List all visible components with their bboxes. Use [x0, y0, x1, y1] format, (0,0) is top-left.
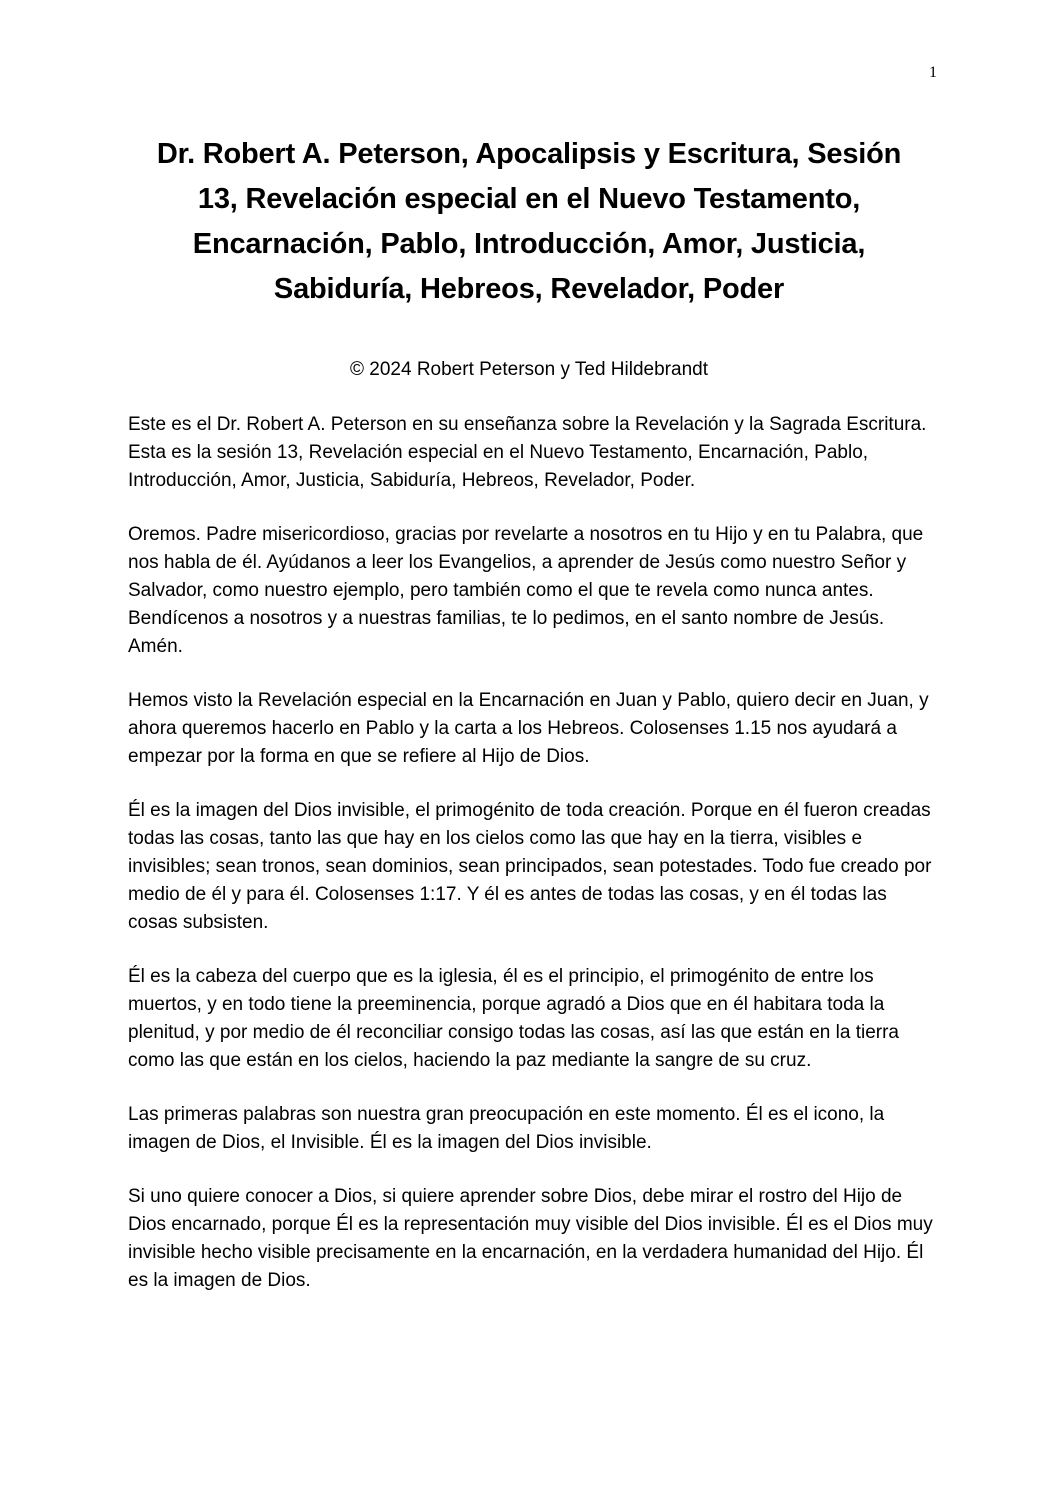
paragraph-colossians-quote-1: Él es la imagen del Dios invisible, el primogénito de toda creación. Porque en él fueron creadas todas las cosas, tanto las que hay en los cielos como las que hay en la tierra, visibles e invisibles; sean tronos, sean dominios, sean principados, sean potestades. Todo fue creado por medio de él y para él. Colosenses 1:17. Y él es antes de todas las cosas, y en él todas las cosas subsisten. — [128, 800, 932, 933]
paragraph-know-god: Si uno quiere conocer a Dios, si quiere aprender sobre Dios, debe mirar el rostro del Hijo de Dios encarnado, porque Él es la representación muy visible del Dios invisible. Él es el Dios muy invisible hecho visible precisamente en la encarnación, en la verdadera humanidad del Hijo. Él es la imagen de Dios. — [128, 1186, 933, 1291]
paragraph-colossians-quote-2: Él es la cabeza del cuerpo que es la iglesia, él es el principio, el primogénito de entre los muertos, y en todo tiene la preeminencia, porque agradó a Dios que en él habitara toda la plenitud, y por medio de él reconciliar consigo todas las cosas, así las que están en la tierra como las que están en los cielos, haciendo la paz mediante la sangre de su cruz. — [128, 966, 899, 1071]
document-title: Dr. Robert A. Peterson, Apocalipsis y Escritura, Sesión 13, Revelación especial en el Nuevo Testamento, Encarnación, Pablo, Introducción, Amor, Justicia, Sabiduría, Hebreos, Revelador, Poder — [156, 138, 902, 305]
page-number: 1 — [929, 64, 937, 81]
transcript-body — [128, 411, 933, 1321]
paragraph-intro: Este es el Dr. Robert A. Peterson en su enseñanza sobre la Revelación y la Sagrada Escritura. Esta es la sesión 13, Revelación especial en el Nuevo Testamento, Encarnación, Pablo, Introducción, Amor, Justicia, Sabiduría, Hebreos, Revelador, Poder. — [128, 414, 927, 491]
copyright-line: © 2024 Robert Peterson y Ted Hildebrandt — [350, 359, 708, 380]
paragraph-first-words: Las primeras palabras son nuestra gran preocupación en este momento. Él es el icono, la imagen de Dios, el Invisible. Él es la imagen del Dios invisible. — [128, 1104, 885, 1153]
paragraph-overview: Hemos visto la Revelación especial en la Encarnación en Juan y Pablo, quiero decir en Juan, y ahora queremos hacerlo en Pablo y la carta a los Hebreos. Colosenses 1.15 nos ayudará a empezar por la forma en que se refiere al Hijo de Dios. — [128, 690, 929, 767]
paragraph-prayer: Oremos. Padre misericordioso, gracias por revelarte a nosotros en tu Hijo y en tu Palabra, que nos habla de él. Ayúdanos a leer los Evangelios, a aprender de Jesús como nuestro Señor y Salvador, como nuestro ejemplo, pero también como el que te revela como nunca antes. Bendícenos a nosotros y a nuestras familias, te lo pedimos, en el santo nombre de Jesús. Amén. — [128, 524, 924, 657]
